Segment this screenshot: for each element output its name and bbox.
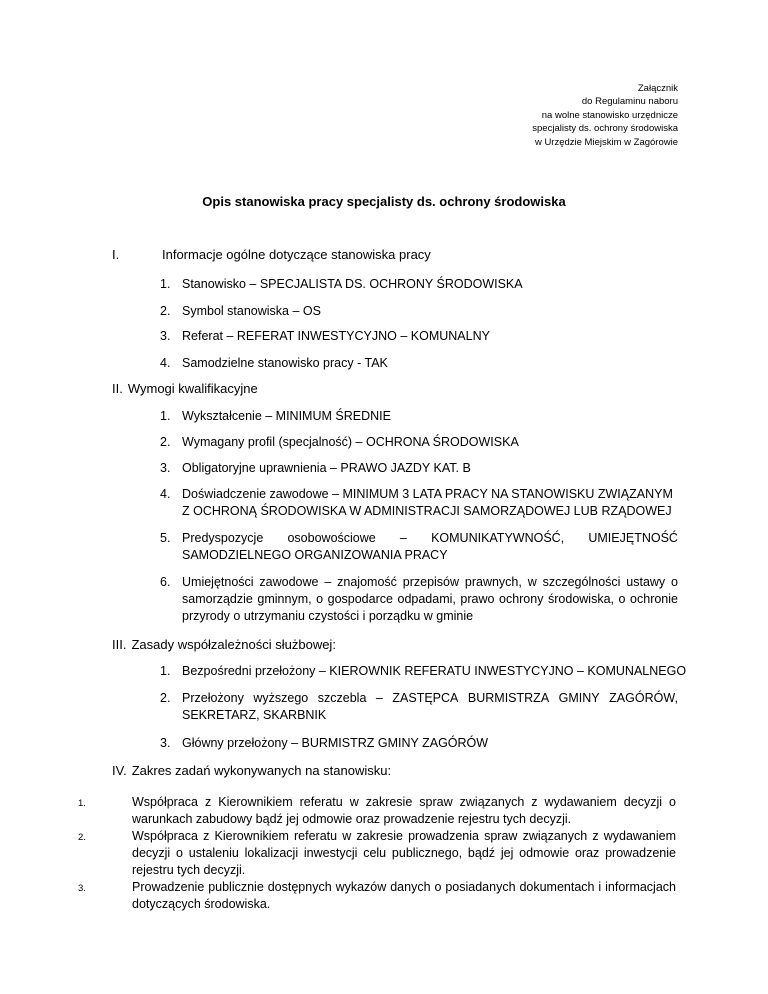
item-text: SAMODZIELNEGO ORGANIZOWANIA PRACY [182,548,448,562]
section-heading-2 [112,380,258,397]
section-number: II. [112,381,123,396]
item-text: SEKRETARZ, SKARBNIK [182,708,327,722]
item-word: – [375,691,383,705]
item-number: 2. [160,691,171,705]
item-word: osobowościowe [287,531,376,545]
item-number: 4. [160,487,171,501]
item-word: Przełożony [182,691,244,705]
annex-line: specjalisty ds. ochrony środowiska [532,123,678,135]
item-text: Symbol stanowiska – OS [182,304,321,318]
task-item [78,828,676,879]
item-word: BURMISTRZA [467,691,550,705]
task-text: Współpraca z Kierownikiem referatu w zakresie prowadzenia spraw związanych z wydawaniem decyzji o ustaleniu lokalizacji inwestycji celu publicznego, bądź jej odmowie oraz prowadzenie rejestru tych decyzji. [132,829,676,877]
annex-line: na wolne stanowisko urzędnicze [541,109,678,121]
list-item [160,530,678,564]
annex-line: w Urzędzie Miejskim w Zagórowie [534,136,678,148]
section-title: Informacje ogólne dotyczące stanowiska pracy [162,247,431,262]
item-word: – [399,531,407,545]
item-number: 3. [160,329,171,343]
annex-line: Załącznik [637,83,678,94]
item-number: 6. [160,575,171,589]
task-number: 3. [78,883,86,894]
item-number: 3. [160,461,171,475]
item-number: 2. [160,435,171,449]
list-item [160,355,678,372]
item-word: Predyspozycje [182,531,264,545]
task-text: Współpraca z Kierownikiem referatu w zakresie spraw związanych z wydawaniem decyzji o warunkach zabudowy bądź jej odmowie oraz prowadzenie rejestru tych decyzji. [132,795,676,826]
item-number: 2. [160,304,171,318]
annex-line: do Regulaminu naboru [581,96,678,108]
task-item [78,879,676,913]
list-item [160,328,678,345]
section-heading-3 [112,636,336,653]
item-text: Wymagany profil (specjalność) – OCHRONA ŚRODOWISKA [182,435,519,449]
section-title: Zakres zadań wykonywanych na stanowisku: [131,763,392,778]
list-item [160,460,678,477]
list-item [160,276,678,293]
list-item [160,408,678,425]
item-text: Umiejętności zawodowe – znajomość przepisów prawnych, w szczególności ustawy o samorządzie gminnym, o gospodarce odpadami, prawo ochrony środowiska, o ochronie przyrody o utrzymaniu czystości i porządku w gminie [182,575,678,623]
item-number: 4. [160,356,171,370]
task-number: 2. [78,832,86,843]
item-word: wyższego [253,691,309,705]
section-title: Wymogi kwalifikacyjne [127,381,258,396]
list-item [160,303,678,320]
item-word: ZASTĘPCA [392,691,459,705]
item-text: Stanowisko – SPECJALISTA DS. OCHRONY ŚRODOWISKA [182,277,523,291]
item-number: 1. [160,277,171,291]
item-number: 3. [160,736,171,750]
item-word: GMINY [558,691,600,705]
item-text: Referat – REFERAT INWESTYCYJNO – KOMUNALNY [182,329,490,343]
item-number: 1. [160,664,171,678]
item-text: Główny przełożony – BURMISTRZ GMINY ZAGÓRÓW [182,736,489,750]
task-text: Prowadzenie publicznie dostępnych wykazów danych o posiadanych dokumentach i informacjach dotyczących środowiska. [132,880,676,911]
document-title: Opis stanowiska pracy specjalisty ds. ochrony środowiska [202,194,566,209]
item-text: Z OCHRONĄ ŚRODOWISKA W ADMINISTRACJI SAMORZĄDOWEJ LUB RZĄDOWEJ [182,504,672,518]
list-item [160,434,678,451]
section-number: III. [112,637,127,652]
section-number: I. [112,247,120,262]
item-number: 1. [160,409,171,423]
item-text: Bezpośredni przełożony – KIEROWNIK REFERATU INWESTYCYJNO – KOMUNALNEGO [182,664,687,678]
item-text-line [182,530,678,547]
task-number: 1. [78,798,86,809]
list-item [160,735,678,752]
section-heading-1 [112,246,431,263]
annex-note [532,82,678,149]
task-item [78,794,676,828]
item-text: Obligatoryjne uprawnienia – PRAWO JAZDY KAT. B [182,461,471,475]
task-list [78,794,676,913]
item-text: Samodzielne stanowisko pracy - TAK [182,356,388,370]
section-number: IV. [112,763,127,778]
list-item [160,486,690,520]
item-word: KOMUNIKATYWNOŚĆ, [431,531,565,545]
item-word: ZAGÓRÓW, [609,691,678,705]
list-item [160,574,678,625]
item-number: 5. [160,531,171,545]
list-item [160,690,678,724]
section-title: Zasady współzależności służbowej: [131,637,336,652]
item-text-line [182,690,678,707]
item-text: Wykształcenie – MINIMUM ŚREDNIE [182,409,391,423]
section-heading-4 [112,762,391,779]
item-text: Doświadczenie zawodowe – MINIMUM 3 LATA PRACY NA STANOWISKU ZWIĄZANYM [182,487,673,501]
item-word: UMIEJĘTNOŚĆ [588,531,678,545]
list-item [160,663,690,680]
item-word: szczebla [317,691,367,705]
